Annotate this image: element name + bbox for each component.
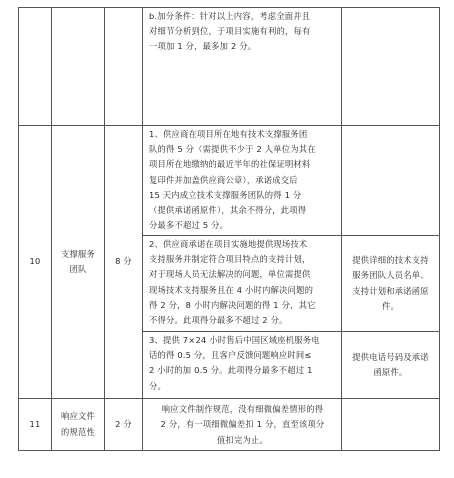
requirement-cell: 提供详细的技术支持 服务团队人员名单、 支持计划和承诺函原 件。 (342, 236, 440, 332)
requirement-cell: 提供电话号码及承诺 函原件。 (342, 332, 440, 399)
item-number-cell: 11 (19, 399, 52, 451)
score-cell: 2 分 (105, 399, 143, 451)
item-name-cell: 支撑服务 团队 (52, 126, 105, 399)
table-row (19, 8, 440, 126)
score-cell (105, 8, 143, 126)
item-number-cell: 10 (19, 126, 52, 399)
requirement-cell (342, 8, 440, 126)
table-row (19, 126, 440, 236)
requirement-cell (342, 126, 440, 236)
criteria-cell: 响应文件制作规范，没有细微偏差情形的得 2 分，有一项细微偏差扣 1 分，直至该项分 值扣完为止。 (143, 399, 342, 451)
item-name-cell (52, 8, 105, 126)
criteria-cell: 1、供应商在项目所在地有技术支撑服务团 队的得 5 分（需提供不少于 2 人单位为其在 项目所在地缴纳的最近半年的社保证明材料 复印件并加盖供应商公章），承诺成交后 15 天内成立技术支撑服务团队的得 1 分 （提供承诺函原件），其余不得分，此项得 分最多不超过 5 分。 (143, 126, 342, 236)
item-name-cell: 响应文件 的规范性 (52, 399, 105, 451)
scoring-table (18, 7, 439, 451)
score-cell: 8 分 (105, 126, 143, 399)
criteria-cell: 3、提供 7×24 小时售后中国区域座机服务电 话的得 0.5 分，且客户反馈问题响应时间≤ 2 小时的加 0.5 分。此项得分最多不超过 1 分。 (143, 332, 342, 399)
criteria-cell: 2、供应商承诺在项目实施地提供现场技术 支持服务并制定符合项目特点的支持计划， 对于现场人员无法解决的问题，单位需提供 现场技术支持服务且在 4 小时内解决问题的 得 2 分，8 小时内解决问题的得 1 分，其它 不得分。此项得分最多不超过 2 分。 (143, 236, 342, 332)
requirement-cell (342, 399, 440, 451)
table-row (19, 399, 440, 451)
criteria-cell: b.加分条件：针对以上内容，考虑全面并且 对细节分析到位，于项目实施有利的，每有 一项加 1 分，最多加 2 分。 (143, 8, 342, 126)
item-number-cell (19, 8, 52, 126)
